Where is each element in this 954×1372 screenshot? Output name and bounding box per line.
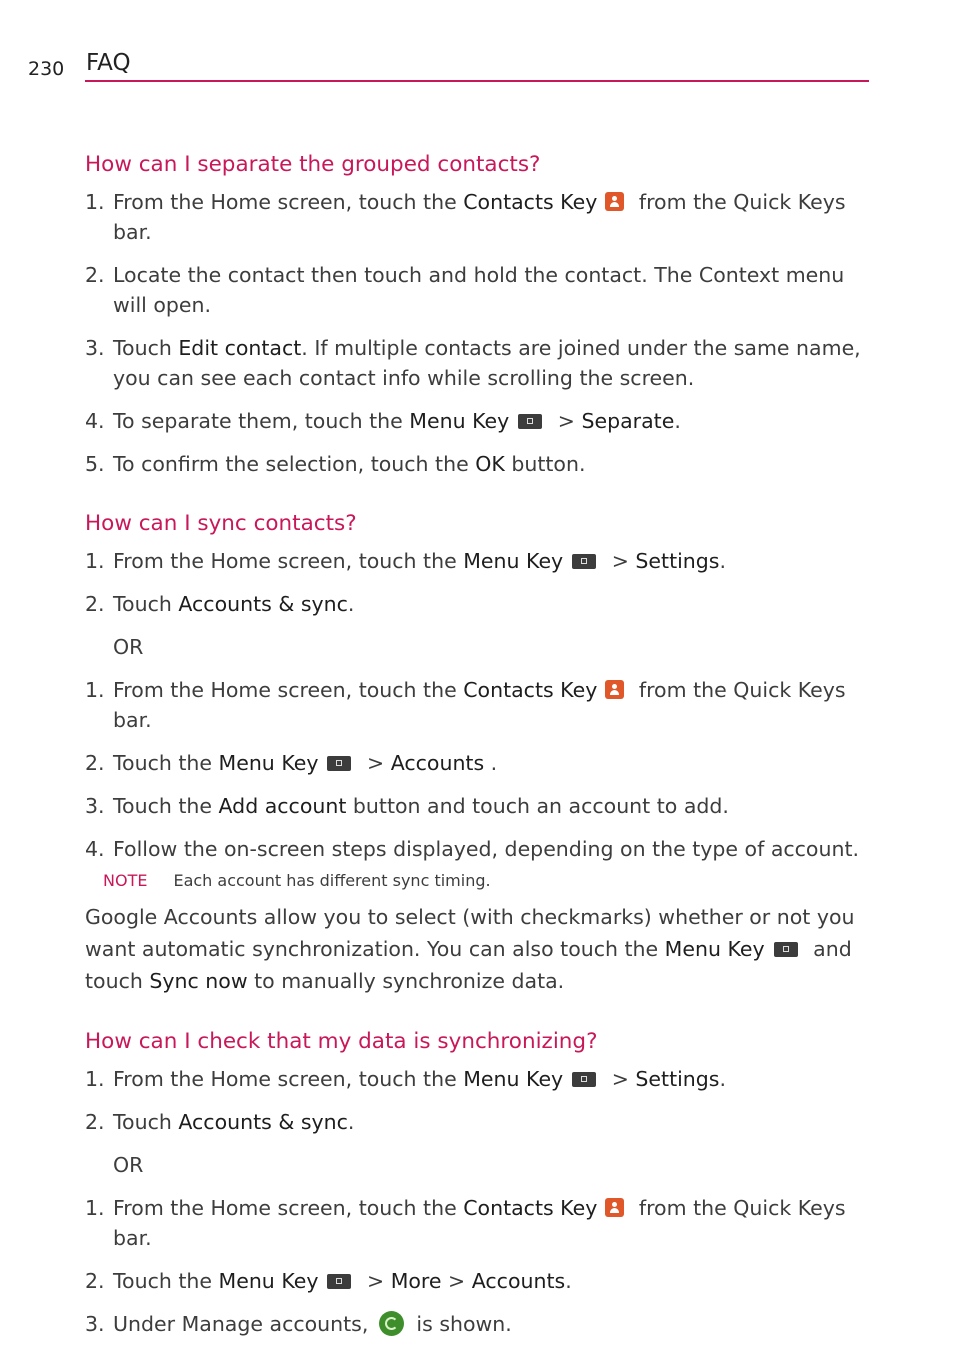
- step-text: From the Home screen, touch the: [113, 549, 464, 573]
- or-divider: OR: [113, 635, 144, 659]
- step-number: 1.: [85, 678, 105, 702]
- header-rule: [85, 80, 869, 82]
- step-text: Touch: [113, 1110, 179, 1134]
- section-heading-separate: How can I separate the grouped contacts?: [85, 152, 541, 177]
- list-item: [85, 260, 871, 320]
- step-text: Follow the on-screen steps displayed, depending on the type of account.: [113, 837, 860, 861]
- paragraph-text: to manually synchronize data.: [247, 969, 565, 993]
- ui-term: Edit contact: [178, 336, 302, 360]
- key-name: Menu Key: [218, 751, 319, 775]
- ui-term: Settings: [635, 1067, 720, 1091]
- steps-sync: [85, 546, 871, 619]
- sync-paragraph: [85, 901, 871, 997]
- step-text: Touch the: [113, 1269, 219, 1293]
- step-text: .: [719, 1067, 727, 1091]
- key-name: Menu Key: [463, 549, 564, 573]
- step-text: Under Manage accounts,: [113, 1312, 375, 1336]
- list-item: [85, 406, 871, 436]
- ui-term: Accounts & sync: [178, 1110, 348, 1134]
- ui-term: Settings: [635, 549, 720, 573]
- note: [103, 870, 871, 892]
- list-item: [85, 1309, 871, 1339]
- step-number: 2.: [85, 751, 105, 775]
- note-text: Each account has different sync timing.: [173, 871, 491, 890]
- steps-sync-alt: [85, 675, 871, 864]
- step-text: Touch the: [113, 794, 219, 818]
- steps-separate: [85, 187, 871, 479]
- or-divider: OR: [113, 1153, 144, 1177]
- paragraph-text: Google Accounts allow you to select (with checkmarks) whether or not you want automatic synchronization. You can also touch the: [85, 905, 855, 961]
- step-text: .: [674, 409, 681, 433]
- list-item: [85, 1064, 871, 1094]
- step-text: To confirm the selection, touch the: [113, 452, 476, 476]
- step-text: is shown.: [409, 1312, 512, 1336]
- menu-key-icon: [774, 942, 798, 957]
- key-name: Menu Key: [463, 1067, 564, 1091]
- step-text: Touch: [113, 592, 179, 616]
- step-number: 1.: [85, 190, 105, 214]
- step-text: From the Home screen, touch the: [113, 678, 464, 702]
- contacts-key-icon: [605, 192, 624, 211]
- step-number: 2.: [85, 592, 105, 616]
- step-number: 1.: [85, 549, 105, 573]
- menu-key-icon: [327, 756, 351, 771]
- steps-check-sync-alt: [85, 1193, 871, 1339]
- step-text: button.: [504, 452, 586, 476]
- ui-term: Accounts & sync: [178, 592, 348, 616]
- menu-key-icon: [572, 1072, 596, 1087]
- section-heading-check-sync: How can I check that my data is synchronizing?: [85, 1029, 598, 1054]
- step-text: . If multiple contacts are joined under the same name, you can see each contact info while scrolling the screen.: [113, 336, 861, 390]
- contacts-key-icon: [605, 680, 624, 699]
- step-number: 4.: [85, 409, 105, 433]
- step-text: .: [347, 1110, 355, 1134]
- sync-icon: [379, 1311, 404, 1336]
- key-name: Menu Key: [664, 937, 765, 961]
- separator: >: [360, 751, 391, 775]
- ui-term: Sync now: [149, 969, 248, 993]
- step-number: 3.: [85, 336, 105, 360]
- step-text: from the Quick Keys bar.: [113, 678, 846, 732]
- list-item: [85, 589, 871, 619]
- key-name: Contacts Key: [463, 190, 598, 214]
- step-text: button and touch an account to add.: [346, 794, 729, 818]
- step-number: 5.: [85, 452, 105, 476]
- key-name: Menu Key: [409, 409, 510, 433]
- step-text: from the Quick Keys bar.: [113, 190, 846, 244]
- page-title: FAQ: [86, 50, 131, 76]
- step-text: .: [347, 592, 355, 616]
- list-item: [85, 1107, 871, 1137]
- page-number: 230: [28, 58, 65, 80]
- step-text: .: [565, 1269, 572, 1293]
- key-name: Contacts Key: [463, 678, 598, 702]
- list-item: [85, 791, 871, 821]
- step-number: 2.: [85, 1269, 105, 1293]
- list-item: [85, 333, 871, 393]
- list-item: [85, 1266, 871, 1296]
- key-name: Contacts Key: [463, 1196, 598, 1220]
- step-text: From the Home screen, touch the: [113, 1196, 464, 1220]
- list-item: [85, 1193, 871, 1253]
- ui-term: Accounts: [390, 751, 485, 775]
- step-number: 1.: [85, 1196, 105, 1220]
- step-number: 3.: [85, 794, 105, 818]
- separator: >: [441, 1269, 472, 1293]
- step-text: .: [484, 751, 498, 775]
- ui-term: Add account: [218, 794, 347, 818]
- ui-term: Separate: [581, 409, 675, 433]
- separator: >: [360, 1269, 391, 1293]
- step-text: Touch the: [113, 751, 219, 775]
- step-text: Locate the contact then touch and hold the contact. The Context menu will open.: [113, 263, 845, 317]
- step-text: Touch: [113, 336, 179, 360]
- note-label: NOTE: [103, 871, 148, 890]
- steps-check-sync: [85, 1064, 871, 1137]
- list-item: [85, 449, 871, 479]
- step-text: From the Home screen, touch the: [113, 1067, 464, 1091]
- step-number: 2.: [85, 263, 105, 287]
- menu-key-icon: [518, 414, 542, 429]
- separator: >: [551, 409, 582, 433]
- step-text: From the Home screen, touch the: [113, 190, 464, 214]
- key-name: Menu Key: [218, 1269, 319, 1293]
- paragraph-text: and touch: [85, 937, 852, 993]
- list-item: [85, 834, 871, 864]
- section-heading-sync: How can I sync contacts?: [85, 511, 357, 536]
- step-number: 3.: [85, 1312, 105, 1336]
- ui-term: Accounts: [471, 1269, 566, 1293]
- list-item: [85, 187, 871, 247]
- separator: >: [605, 549, 636, 573]
- list-item: [85, 675, 871, 735]
- step-number: 2.: [85, 1110, 105, 1134]
- faq-content: [85, 150, 871, 1352]
- contacts-key-icon: [605, 1198, 624, 1217]
- menu-key-icon: [327, 1274, 351, 1289]
- separator: >: [605, 1067, 636, 1091]
- step-number: 4.: [85, 837, 105, 861]
- list-item: [85, 748, 871, 778]
- step-text: from the Quick Keys bar.: [113, 1196, 846, 1250]
- step-text: To separate them, touch the: [113, 409, 410, 433]
- step-number: 1.: [85, 1067, 105, 1091]
- step-text: .: [719, 549, 727, 573]
- menu-key-icon: [572, 554, 596, 569]
- list-item: [85, 546, 871, 576]
- ui-term: OK: [475, 452, 505, 476]
- ui-term: More: [390, 1269, 442, 1293]
